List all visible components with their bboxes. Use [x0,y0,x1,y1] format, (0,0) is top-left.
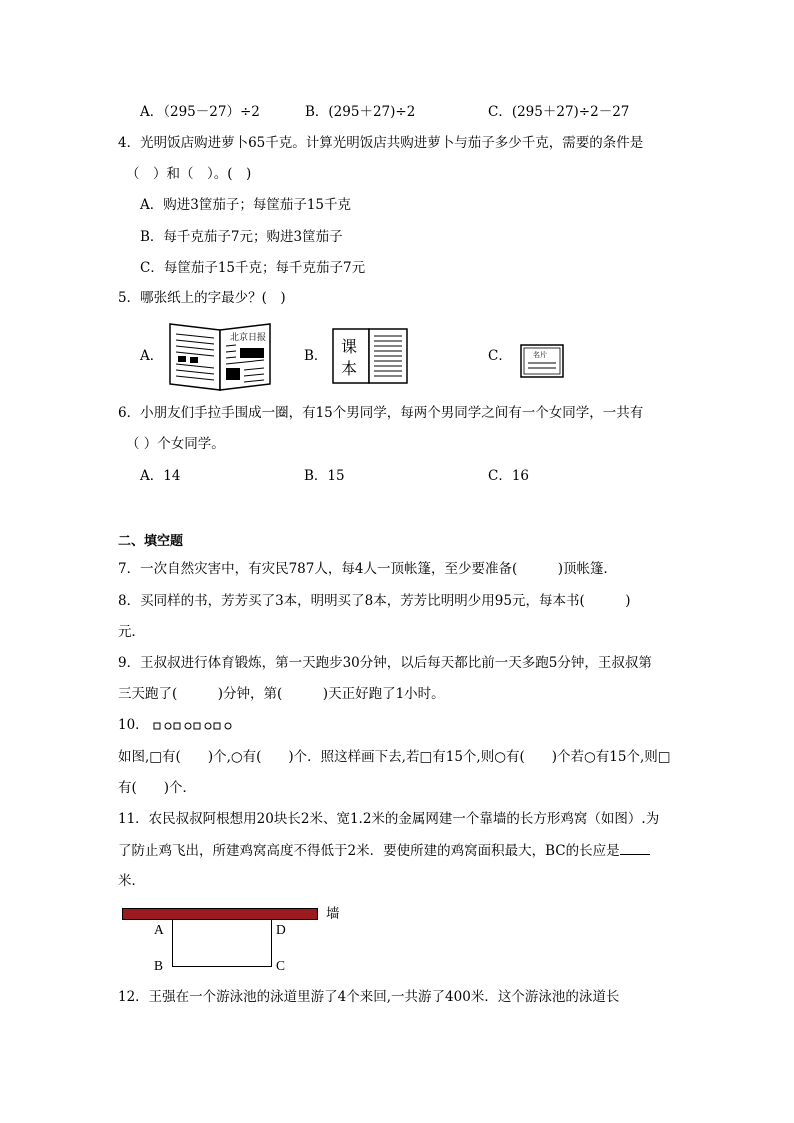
q9-stem-line1: 9．王叔叔进行体育锻炼，第一天跑步30分钟，以后每天都比前一天多跑5分钟，王叔叔第 [118,655,652,671]
q4-stem-line1: 4．光明饭店购进萝卜65千克。计算光明饭店共购进萝卜与茄子多少千克，需要的条件是 [118,135,644,151]
q10-number: 10． [118,717,149,733]
q11-answer-blank[interactable] [620,840,650,855]
q7-stem: 7．一次自然灾害中，有灾民787人，每4人一顶帐篷，至少要准备( )顶帐篷． [118,561,617,577]
point-c-label: C [276,958,286,973]
point-a-label: A [154,922,164,937]
circle-shape [225,723,231,729]
newspaper-image [168,320,272,392]
shape-pattern-figure [153,721,237,731]
wall-label: 墙 [326,906,340,922]
circle-shape [185,723,191,729]
business-card-image [520,344,564,378]
textbook-image [332,328,408,384]
textbook-char-2: 本 [341,359,358,378]
coop-rectangle [172,920,272,967]
square-shape [174,723,180,729]
q10-stem-line2: 如图,□有( )个,○有( )个．照这样画下去,若□有15个,则○有( )个若○有15个,则□ [118,749,671,765]
square-shape [214,723,220,729]
section-title-fill-blank: 二、填空题 [118,534,184,549]
q3-option-a: A．（295－27）÷2 [140,104,260,120]
q5-stem: 5．哪张纸上的字最少？( ) [118,290,286,306]
q11-stem-line2-text: 了防止鸡飞出，所建鸡窝高度不得低于2米．要使所建的鸡窝面积最大，BC的长应是 [118,843,620,859]
wall-bar [122,908,318,920]
q9-stem-line2: 三天跑了( )分钟，第( )天正好跑了1小时。 [118,686,445,702]
q4-option-a: A．购进3筐茄子；每筐茄子15千克 [140,197,352,213]
q4-stem-line2: （ ）和（ ）。( ) [126,166,252,182]
textbook-char-1: 课 [341,337,358,356]
q6-option-b: B．15 [304,468,345,484]
newspaper-title: 北京日报 [230,333,267,343]
circle-shape [165,723,171,729]
q6-stem-line1: 6．小朋友们手拉手围成一圈，有15个男同学，每两个男同学之间有一个女同学，一共有 [118,405,644,421]
q5-option-c: C． [488,348,512,364]
q8-stem-line2: 元． [118,624,145,640]
q12-stem: 12．王强在一个游泳池的泳道里游了4个来回,一共游了400米．这个游泳池的泳道长 [118,989,620,1005]
square-shape [194,723,200,729]
q3-option-c: C．(295＋27)÷2－27 [488,104,630,120]
q11-stem-line1: 11．农民叔叔阿根想用20块长2米、宽1.2米的金属网建一个靠墙的长方形鸡窝（如图）.为 [118,811,660,827]
card-title: 名片 [533,351,547,359]
q10-stem-line3: 有( )个． [118,780,197,796]
q6-option-a: A．14 [140,468,181,484]
q5-option-b: B． [304,348,328,364]
q11-stem-line2 [118,840,650,861]
q4-option-b: B．每千克茄子7元；购进3筐茄子 [140,229,343,245]
q11-stem-line3: 米． [118,873,145,889]
q4-option-c: C．每筐茄子15千克；每千克茄子7元 [140,260,366,276]
point-b-label: B [154,958,164,973]
q8-stem-line1: 8．买同样的书，芳芳买了3本，明明买了8本，芳芳比明明少用95元，每本书( ) [118,593,631,609]
q6-option-c: C．16 [488,468,530,484]
q6-stem-line2: （ ）个女同学。 [126,436,225,452]
q3-option-b: B．(295＋27)÷2 [305,104,416,120]
square-shape [154,723,160,729]
point-d-label: D [276,922,286,937]
q5-option-a: A． [140,348,164,364]
q10-label [118,715,237,735]
circle-shape [205,723,211,729]
